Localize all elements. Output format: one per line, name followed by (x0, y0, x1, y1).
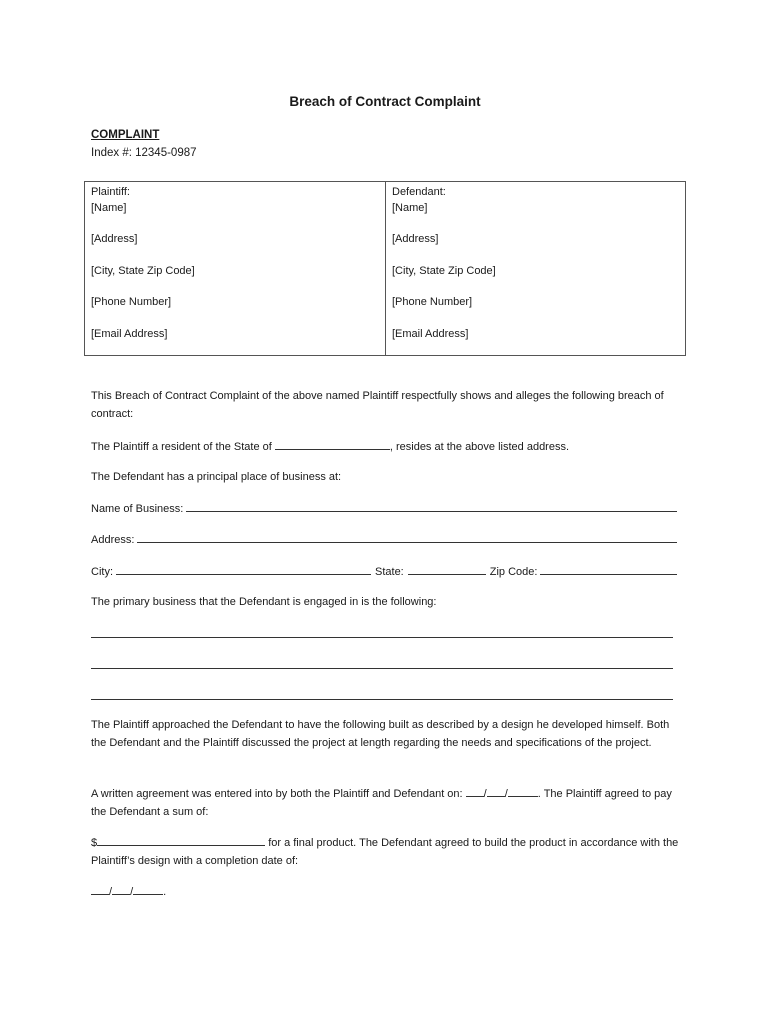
agreement-month-blank[interactable] (466, 784, 484, 797)
date-separator: / (504, 788, 508, 800)
index-value: 12345-0987 (135, 147, 197, 159)
plaintiff-label: Plaintiff: (91, 186, 130, 198)
agreement-day-blank[interactable] (487, 784, 505, 797)
address-label: Address: (91, 534, 135, 546)
index-number (91, 147, 197, 159)
completion-year-blank[interactable] (133, 882, 163, 895)
resident-suffix: , resides at the above listed address. (389, 441, 570, 453)
completion-date-line (91, 882, 686, 901)
date-separator: / (483, 788, 487, 800)
defendant-address[interactable]: [Address] (392, 233, 439, 245)
plaintiff-name[interactable]: [Name] (91, 202, 127, 214)
date-separator: / (109, 886, 113, 898)
city-label: City: (91, 566, 113, 578)
state-label: State: (375, 566, 404, 578)
primary-business-line: The primary business that the Defendant is engaged in is the following: (91, 596, 437, 608)
defendant-phone[interactable]: [Phone Number] (392, 296, 473, 308)
index-label: Index #: (91, 147, 132, 159)
plaintiff-email[interactable]: [Email Address] (91, 328, 168, 340)
intro-paragraph: This Breach of Contract Complaint of the above named Plaintiff respectfully shows and alleges the following breach of contract: (91, 390, 664, 420)
plaintiff-address[interactable]: [Address] (91, 233, 138, 245)
agreement-prefix: A written agreement was entered into by both the Plaintiff and Defendant on: (91, 788, 463, 800)
state-of-residence-blank[interactable] (275, 437, 390, 450)
agreement-year-blank[interactable] (508, 784, 538, 797)
date-separator: / (130, 886, 134, 898)
completion-period: . (163, 886, 167, 898)
completion-month-blank[interactable] (91, 882, 109, 895)
document-title: Breach of Contract Complaint (289, 94, 481, 109)
defendant-city-state-zip[interactable]: [City, State Zip Code] (392, 265, 496, 277)
dollar-sign: $ (91, 837, 98, 849)
business-name-label: Name of Business: (91, 503, 184, 515)
plaintiff-city-state-zip[interactable]: [City, State Zip Code] (91, 265, 195, 277)
zip-blank[interactable] (540, 562, 677, 575)
agreement-paragraph (91, 784, 686, 821)
business-name-blank[interactable] (186, 499, 677, 512)
city-state-zip-row (91, 562, 677, 581)
defendant-name[interactable]: [Name] (392, 202, 428, 214)
parties-divider (385, 182, 386, 355)
address-row (91, 530, 677, 549)
complaint-heading: COMPLAINT (91, 129, 160, 141)
address-blank[interactable] (137, 530, 677, 543)
primary-business-blank-1[interactable] (91, 637, 673, 638)
agreement-suffix: . The Plaintiff agreed to pay the Defendant a sum of: (91, 788, 672, 818)
payment-paragraph (91, 833, 686, 870)
final-product-text: for a final product. The Defendant agreed to build the product in accordance with the Plaintiff’s design with a completion date of: (91, 837, 679, 867)
resident-line (91, 437, 686, 456)
primary-business-blank-2[interactable] (91, 668, 673, 669)
payment-amount-blank[interactable] (97, 833, 265, 846)
approach-paragraph: The Plaintiff approached the Defendant to have the following built as described by a design he developed himself. Both the Defendant and the Plaintiff discussed the project at length regarding the needs and specifications of the project. (91, 719, 670, 749)
parties-table (84, 181, 686, 356)
defendant-business-line: The Defendant has a principal place of business at: (91, 471, 342, 483)
defendant-email[interactable]: [Email Address] (392, 328, 469, 340)
plaintiff-phone[interactable]: [Phone Number] (91, 296, 172, 308)
business-name-row (91, 499, 677, 518)
zip-label: Zip Code: (489, 566, 538, 578)
defendant-label: Defendant: (392, 186, 446, 198)
city-blank[interactable] (116, 562, 371, 575)
resident-prefix: The Plaintiff a resident of the State of (91, 441, 272, 453)
primary-business-blank-3[interactable] (91, 699, 673, 700)
completion-day-blank[interactable] (112, 882, 130, 895)
state-blank[interactable] (408, 562, 486, 575)
